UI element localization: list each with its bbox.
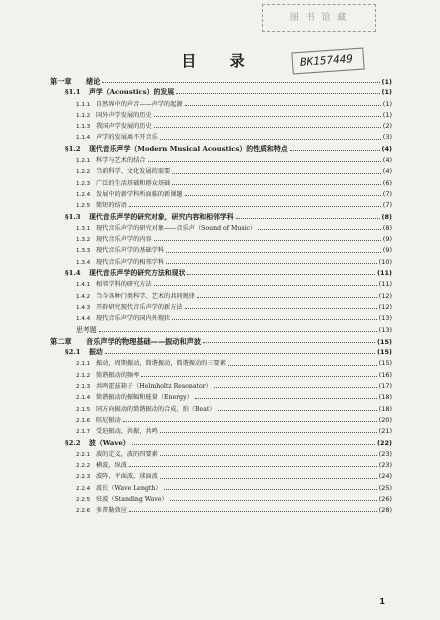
- toc-entry-title: 思考题: [76, 325, 97, 334]
- toc-entry-number: 2.1.4: [76, 395, 91, 402]
- library-stamp: [262, 4, 376, 32]
- toc-entry-sub[interactable]: [50, 189, 392, 200]
- toc-entry-number: 第一章: [50, 77, 72, 86]
- toc-entry-sub[interactable]: [50, 110, 392, 121]
- dot-leader: [218, 410, 377, 411]
- toc-entry-sub[interactable]: [50, 291, 392, 302]
- toc-entry-title: 当前科学、文化发展的需要: [96, 168, 171, 176]
- dot-leader: [172, 319, 376, 320]
- toc-entry-title: 音乐声学的物理基础——振动和声波: [86, 336, 202, 346]
- dot-leader: [129, 206, 381, 207]
- toc-entry-page: (1): [381, 88, 392, 97]
- toc-entry-page: (4): [382, 167, 392, 176]
- toc-entry-page: (20): [378, 415, 392, 424]
- toc-entry-number: §2.1: [65, 348, 81, 357]
- toc-entry-number: 1.2.1: [76, 158, 91, 165]
- toc-entry-sub[interactable]: [50, 223, 392, 234]
- toc-entry-number: 1.2.2: [76, 169, 91, 176]
- toc-entry-page: (9): [382, 246, 392, 255]
- toc-entry-sub[interactable]: [50, 505, 392, 516]
- toc-entry-title: 自然界中的声音——声学的起源: [96, 100, 183, 108]
- toc-entry-chapter[interactable]: [50, 336, 392, 347]
- toc-entry-page: (13): [378, 325, 392, 334]
- toc-entry-number: 1.3.3: [76, 248, 91, 255]
- dot-leader: [214, 387, 377, 388]
- dot-leader: [129, 511, 377, 512]
- toc-entry-sub[interactable]: [50, 460, 392, 471]
- toc-entry-page: (4): [382, 156, 392, 165]
- toc-entry-section[interactable]: [50, 438, 392, 449]
- toc-entry-title: 相邻学科的研究方法: [96, 281, 152, 289]
- toc-entry-page: (7): [382, 189, 392, 198]
- dot-leader: [166, 252, 381, 253]
- toc-entry-page: (6): [382, 178, 392, 187]
- toc-entry-number: §1.2: [65, 144, 81, 153]
- library-stamp-text: 图 书 馆 藏: [289, 13, 349, 23]
- toc-entry-page: (12): [378, 302, 392, 311]
- toc-entry-title: 波长（Wave Length）: [96, 484, 162, 492]
- toc-entry-section[interactable]: [50, 144, 392, 155]
- toc-entry-sub[interactable]: [50, 279, 392, 290]
- dot-leader: [172, 184, 381, 185]
- toc-entry-sub[interactable]: [50, 155, 392, 166]
- dot-leader: [160, 478, 377, 479]
- table-of-contents: [50, 76, 392, 517]
- dot-leader: [148, 161, 381, 162]
- toc-entry-sub[interactable]: [50, 200, 392, 211]
- toc-entry-number: 1.2.4: [76, 191, 91, 198]
- toc-entry-title: 发展中的新学科所面临的新课题: [96, 190, 183, 198]
- toc-entry-sub[interactable]: [50, 132, 392, 143]
- toc-entry-page: (18): [378, 393, 392, 402]
- toc-entry-page: (11): [377, 269, 392, 278]
- toc-entry-title: 振动，周期振动，简谐振动，简谐振动的三要素: [96, 360, 226, 368]
- toc-entry-page: (4): [381, 144, 392, 153]
- dot-leader: [160, 139, 381, 140]
- toc-entry-sub[interactable]: [50, 178, 392, 189]
- dot-leader: [176, 93, 379, 94]
- toc-entry-page: (22): [377, 438, 392, 447]
- toc-entry-page: (28): [378, 506, 392, 515]
- toc-entry-sub[interactable]: [50, 245, 392, 256]
- toc-entry-sub[interactable]: [50, 121, 392, 132]
- toc-entry-number: 2.2.3: [76, 474, 91, 481]
- dot-leader: [154, 285, 377, 286]
- toc-entry-sub[interactable]: [50, 449, 392, 460]
- dot-leader: [141, 376, 376, 377]
- toc-entry-page: (15): [378, 359, 392, 368]
- dot-leader: [228, 365, 377, 366]
- toc-entry-page: (9): [382, 235, 392, 244]
- toc-entry-number: 2.1.5: [76, 406, 91, 413]
- toc-entry-title: 现代音乐声学的内容: [96, 236, 152, 244]
- toc-entry-title: 波的定义，波的四要素: [96, 450, 158, 458]
- toc-entry-number: 2.2.1: [76, 451, 91, 458]
- toc-entry-title: 我国声学发展的历史: [96, 123, 152, 131]
- dot-leader: [154, 116, 381, 117]
- toc-entry-title: 简谐振动的振幅和能量（Energy）: [96, 394, 193, 402]
- toc-entry-sub[interactable]: [50, 483, 392, 494]
- toc-entry-page: (10): [378, 257, 392, 266]
- toc-entry-title: 简短的结语: [96, 202, 127, 210]
- toc-entry-title: 现代音乐声学的研究对象，研究内容和相邻学科: [89, 212, 234, 221]
- toc-entry-title: 现代音乐声学的相邻学科: [96, 258, 165, 266]
- toc-entry-number: 2.2.4: [76, 485, 91, 492]
- toc-entry-page: (16): [378, 370, 392, 379]
- dot-leader: [166, 263, 377, 264]
- dot-leader: [129, 466, 377, 467]
- toc-entry-title: 现代音乐声学的基础学科: [96, 247, 165, 255]
- toc-entry-sub[interactable]: [50, 381, 392, 392]
- toc-entry-title: 共鸣霍兹箱子（Helmholtz Resonator）: [96, 383, 212, 391]
- dot-leader: [172, 173, 381, 174]
- toc-entry-title: 受迫振动，共振，共鸣: [96, 428, 158, 436]
- toc-entry-title: 现代音乐声学的研究方法和现状: [89, 269, 186, 278]
- toc-entry-title: 多普勒效应: [96, 507, 127, 515]
- toc-entry-number: 1.1.2: [76, 112, 91, 119]
- toc-entry-title: 波（Wave）: [89, 438, 130, 447]
- toc-entry-sub[interactable]: [50, 392, 392, 403]
- dot-leader: [290, 150, 380, 151]
- dot-leader: [258, 229, 381, 230]
- dot-leader: [185, 308, 377, 309]
- toc-entry-number: 2.2.2: [76, 463, 91, 470]
- dot-leader: [203, 342, 375, 343]
- toc-entry-number: 1.3.4: [76, 259, 91, 266]
- toc-entry-title: 阻尼振动: [96, 416, 121, 424]
- dot-leader: [185, 105, 381, 106]
- toc-entry-page: (11): [378, 280, 392, 289]
- dot-leader: [160, 432, 377, 433]
- toc-entry-title: 广泛的生活基础和群众基础: [96, 179, 171, 187]
- toc-entry-number: 2.1.7: [76, 429, 91, 436]
- toc-entry-title: 振动: [89, 348, 103, 357]
- toc-entry-page: (18): [378, 404, 392, 413]
- toc-entry-page: (8): [381, 212, 392, 221]
- toc-entry-title: 同方向振动的简谐振动的合成，拍（Beat）: [96, 405, 216, 413]
- toc-entry-sub[interactable]: [50, 494, 392, 505]
- toc-entry-sub[interactable]: [50, 426, 392, 437]
- toc-entry-title: 科学与艺术的结合: [96, 157, 146, 165]
- toc-entry-number: 2.1.6: [76, 417, 91, 424]
- toc-entry-page: (15): [377, 337, 392, 346]
- toc-entry-plain[interactable]: [50, 325, 392, 336]
- toc-entry-page: (13): [378, 314, 392, 323]
- toc-entry-number: 1.4.2: [76, 293, 91, 300]
- toc-entry-title: 简谐振动的频率: [96, 371, 140, 379]
- toc-entry-section[interactable]: [50, 347, 392, 358]
- toc-entry-sub[interactable]: [50, 358, 392, 369]
- toc-entry-title: 绪论: [86, 77, 101, 86]
- toc-entry-title: 波阵，平面波，球面波: [96, 473, 158, 481]
- toc-entry-page: (12): [378, 291, 392, 300]
- toc-entry-sub[interactable]: [50, 302, 392, 313]
- toc-entry-sub[interactable]: [50, 370, 392, 381]
- toc-entry-number: 1.4.4: [76, 316, 91, 323]
- toc-entry-page: (15): [377, 348, 392, 357]
- toc-entry-page: (17): [378, 382, 392, 391]
- toc-entry-sub[interactable]: [50, 404, 392, 415]
- dot-leader: [197, 297, 377, 298]
- toc-entry-number: 1.2.5: [76, 203, 91, 210]
- toc-entry-page: (7): [382, 201, 392, 210]
- dot-leader: [99, 331, 377, 332]
- toc-entry-sub[interactable]: [50, 257, 392, 268]
- toc-entry-number: §1.1: [65, 88, 81, 97]
- toc-entry-sub[interactable]: [50, 234, 392, 245]
- toc-entry-sub[interactable]: [50, 415, 392, 426]
- toc-entry-number: 2.2.5: [76, 496, 91, 503]
- toc-entry-page: (3): [382, 133, 392, 142]
- toc-entry-title: 国外声学发展的历史: [96, 111, 152, 119]
- toc-entry-section[interactable]: [50, 87, 392, 98]
- toc-entry-number: 1.1.1: [76, 101, 91, 108]
- toc-entry-number: §1.3: [65, 212, 81, 221]
- toc-entry-page: (26): [378, 494, 392, 503]
- dot-leader: [160, 455, 377, 456]
- toc-entry-page: (25): [378, 483, 392, 492]
- toc-entry-sub[interactable]: [50, 99, 392, 110]
- toc-entry-chapter[interactable]: [50, 76, 392, 87]
- page-title: 目 录: [181, 52, 259, 70]
- toc-entry-number: 1.4.3: [76, 304, 91, 311]
- toc-entry-title: 驻波（Standing Wave）: [96, 495, 168, 503]
- toc-entry-number: 1.1.3: [76, 124, 91, 131]
- toc-entry-number: 2.1.1: [76, 361, 91, 368]
- toc-entry-sub[interactable]: [50, 313, 392, 324]
- dot-leader: [105, 353, 375, 354]
- toc-entry-number: 1.1.4: [76, 135, 91, 142]
- toc-entry-number: 1.3.1: [76, 225, 91, 232]
- toc-entry-page: (1): [381, 78, 392, 86]
- toc-entry-number: §1.4: [65, 269, 81, 278]
- dot-leader: [102, 82, 379, 83]
- dot-leader: [195, 398, 377, 399]
- toc-entry-number: 1.3.2: [76, 237, 91, 244]
- toc-entry-title: 现代音乐声学的国内外现状: [96, 315, 171, 323]
- toc-entry-title: 当今各种门类科学、艺术的共同规律: [96, 292, 195, 300]
- toc-entry-number: 2.2.6: [76, 508, 91, 515]
- toc-entry-number: 2.1.2: [76, 372, 91, 379]
- dot-leader: [236, 218, 380, 219]
- toc-entry-number: §2.2: [65, 438, 81, 447]
- toc-entry-page: (1): [382, 110, 392, 119]
- dot-leader: [164, 489, 377, 490]
- toc-entry-number: 1.2.3: [76, 180, 91, 187]
- toc-entry-title: 开辟研究现代音乐声学的新方法: [96, 303, 183, 311]
- toc-entry-sub[interactable]: [50, 166, 392, 177]
- toc-entry-page: (21): [378, 427, 392, 436]
- toc-entry-page: (23): [378, 461, 392, 470]
- toc-entry-title: 现代音乐声学的研究对象——音乐声（Sound of Music）: [96, 224, 257, 232]
- toc-entry-page: (23): [378, 449, 392, 458]
- toc-entry-number: 第二章: [50, 336, 72, 346]
- dot-leader: [123, 421, 377, 422]
- toc-entry-title: 横波，纵波: [96, 462, 127, 470]
- toc-entry-title: 现代音乐声学（Modern Musical Acoustics）的性质和特点: [89, 144, 288, 153]
- toc-entry-sub[interactable]: [50, 471, 392, 482]
- page-number: 1: [379, 597, 385, 606]
- dot-leader: [185, 195, 381, 196]
- toc-entry-title: 声学的发展离不开音乐: [96, 134, 158, 142]
- toc-entry-number: 1.4.1: [76, 282, 91, 289]
- toc-entry-page: (8): [382, 223, 392, 232]
- toc-entry-page: (24): [378, 472, 392, 481]
- toc-entry-title: 声学（Acoustics）的发展: [89, 88, 175, 97]
- dot-leader: [154, 240, 381, 241]
- toc-entry-section[interactable]: [50, 212, 392, 223]
- dot-leader: [154, 127, 381, 128]
- toc-entry-number: 2.1.3: [76, 384, 91, 391]
- toc-entry-page: (1): [382, 99, 392, 108]
- call-number: BK157449: [299, 52, 354, 69]
- dot-leader: [187, 274, 375, 275]
- toc-entry-section[interactable]: [50, 268, 392, 279]
- dot-leader: [132, 444, 375, 445]
- dot-leader: [170, 500, 377, 501]
- toc-entry-page: (2): [382, 122, 392, 131]
